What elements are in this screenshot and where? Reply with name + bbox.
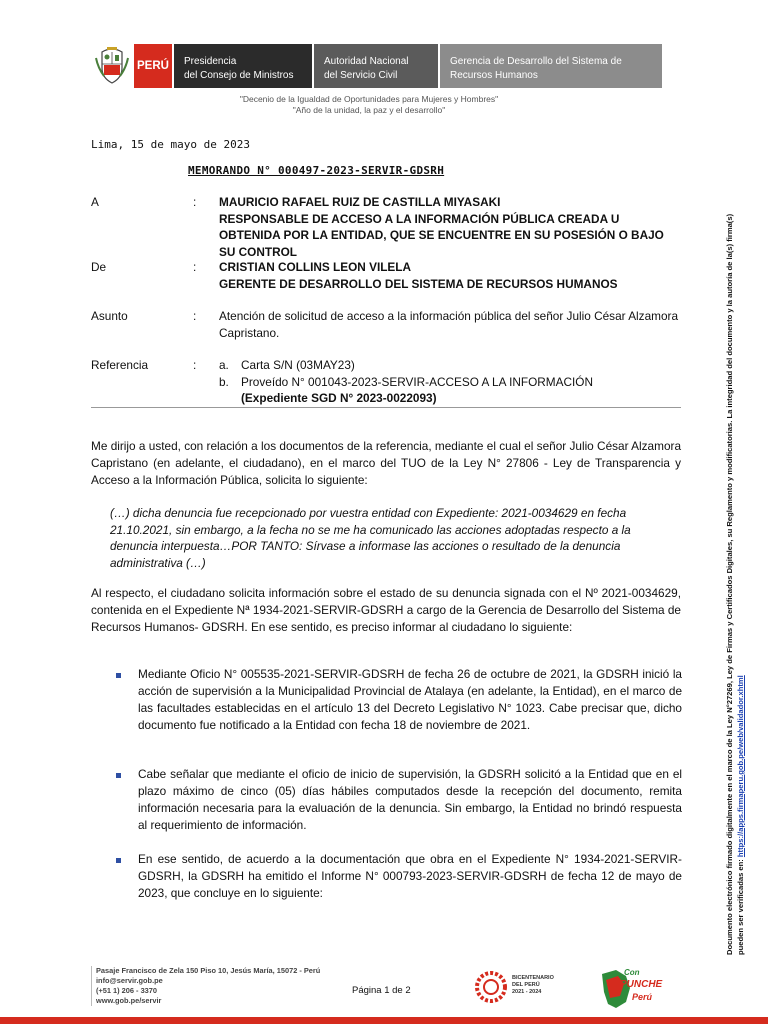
sender-value — [219, 259, 679, 292]
footer-contact — [91, 966, 320, 1006]
bicentenario-line3: 2021 - 2024 — [512, 989, 542, 995]
reference-row — [91, 357, 681, 407]
page-number: Página 1 de 2 — [352, 985, 411, 996]
footer-email[interactable]: info@servir.gob.pe — [96, 976, 163, 985]
reference-item — [219, 374, 679, 391]
year-slogan: "Año de la unidad, la paz y el desarrollo" — [292, 105, 446, 115]
servir-line2: del Servicio Civil — [324, 70, 398, 81]
footer-address: Pasaje Francisco de Zela 150 Piso 10, Jesús María, 15072 - Perú — [96, 966, 321, 975]
bullet-text: Cabe señalar que mediante el oficio de inicio de supervisión, la GDSRH solicitó a la Entidad que en el plazo máximo de cinco (05) días hábiles computados desde la recepción del documento, remita información necesaria para la evaluación de la denuncia. Sin embargo, la Entidad no brindó respuesta al requerimiento de información. — [138, 767, 682, 832]
bullet-square-icon — [116, 766, 121, 783]
recipient-label: A — [91, 195, 99, 209]
gdsrh-line2: Recursos Humanos — [450, 70, 538, 81]
peru-label: PERÚ — [134, 44, 172, 88]
bicentenario-line1: BICENTENARIO — [512, 975, 554, 981]
national-shield-icon — [92, 44, 132, 88]
reference-text: Proveído N° 001043-2023-SERVIR-ACCESO A LA INFORMACIÓN — [241, 374, 593, 389]
citizen-quote: (…) dicha denuncia fue recepcionado por vuestra entidad con Expediente: 2021-0034629 en fecha 21.10.2021, sin embargo, a la fecha no se me ha comunicado las acciones adoptadas respecto a la denuncia interpuesta…POR TANTO: Sírvase a informase las acciones o resultado de la denuncia administrativa (…) — [110, 506, 631, 570]
campaign-peru: Perú — [632, 992, 653, 1002]
sender-name: CRISTIAN COLLINS LEON VILELA — [219, 260, 412, 274]
decade-slogan: "Decenio de la Igualdad de Oportunidades para Mujeres y Hombres" — [239, 94, 499, 104]
recipient-role: RESPONSABLE DE ACCESO A LA INFORMACIÓN PÚBLICA CREADA U OBTENIDA POR LA ENTIDAD, QUE SE ENCUENTRE EN SU POSESIÓN O BAJO SU CONTROL — [219, 211, 664, 259]
pcm-line2: del Consejo de Ministros — [184, 70, 294, 81]
servir-block — [314, 44, 438, 88]
campaign-con: Con — [624, 968, 640, 977]
pcm-line1: Presidencia — [184, 56, 237, 67]
official-slogans — [0, 94, 768, 116]
recipient-row — [91, 194, 681, 259]
bicentenario-icon — [474, 970, 508, 1004]
footer-red-bar — [0, 1017, 768, 1024]
bicentenario-logo — [474, 970, 574, 1006]
footer-phone: (+51 1) 206 - 3370 — [96, 986, 158, 995]
header-divider — [91, 407, 681, 408]
bullet-text: En ese sentido, de acuerdo a la documentación que obra en el Expediente N° 1934-2021-SERVIR-GDSRH, la GDSRH ha emitido el Informe N° 000793-2023-SERVIR-GDSRH de fecha 12 de mayo de 2023, que concluye en lo siguiente: — [138, 852, 682, 900]
sender-label: De — [91, 260, 107, 274]
reference-expediente-text: (Expediente SGD N° 2023-0022093) — [241, 391, 437, 405]
subject-colon: : — [193, 309, 197, 323]
recipient-name: MAURICIO RAFAEL RUIZ DE CASTILLA MIYASAKI — [219, 195, 501, 209]
reference-letter: a. — [219, 358, 229, 372]
sender-row — [91, 259, 681, 293]
reference-letter: b. — [219, 374, 229, 389]
intro-paragraph: Me dirijo a usted, con relación a los documentos de la referencia, mediante el cual el señor Julio César Alzamora Capristano (en adelante, el ciudadano), en el marco del TUO de la Ley N° 27806 - Ley de Transparencia y Acceso a la Información Pública, solicita lo siguiente: — [91, 439, 681, 487]
reference-text: Carta S/N (03MAY23) — [241, 358, 355, 372]
digital-signature-note — [724, 135, 746, 955]
validator-link[interactable]: https://apps.firmaperu.gob.pe/web/validador.xhtml — [736, 675, 745, 858]
bullet-text: Mediante Oficio N° 005535-2021-SERVIR-GDSRH de fecha 26 de octubre de 2021, la GDSRH inició la acción de supervisión a la Municipalidad Provincial de Atalaya (en adelante, la Entidad), en el marco de las facultades establecidas en el artículo 13 del Decreto Legislativo N° 1023. Cabe precisar que, dicho documento fue notificado a la Entidad con fecha 18 de noviembre de 2021. — [138, 667, 682, 732]
subject-text: Atención de solicitud de acceso a la información pública del señor Julio César Alzamora Capristano. — [219, 309, 679, 340]
reference-label: Referencia — [91, 358, 149, 372]
subject-row — [91, 308, 681, 342]
pcm-block — [174, 44, 312, 88]
reference-expediente — [219, 390, 679, 407]
reference-colon: : — [193, 358, 197, 372]
bullet-square-icon — [116, 666, 121, 683]
recipient-value — [219, 194, 679, 260]
signature-note-line2 — [735, 135, 746, 955]
sender-colon: : — [193, 260, 197, 274]
bicentenario-text — [512, 975, 554, 996]
bullet-square-icon — [116, 851, 121, 868]
memo-title: MEMORANDO N° 000497-2023-SERVIR-GDSRH — [188, 164, 445, 177]
gdsrh-block — [440, 44, 662, 88]
subject-label: Asunto — [91, 309, 128, 323]
campaign-punche: PUNCHE — [620, 979, 663, 990]
servir-line1: Autoridad Nacional — [324, 56, 409, 67]
bicentenario-line2: DEL PERÚ — [512, 982, 540, 988]
con-punche-peru-logo — [596, 966, 666, 1010]
signature-note-line1: Documento electrónico firmado digitalmente en el marco de la Ley N°27269, Ley de Firmas y Certificados Digitales, su Reglamento y modificatorias. La integridad del documento y la autoría de la(s) firma(s) — [725, 213, 734, 955]
response-paragraph: Al respecto, el ciudadano solicita información sobre el estado de su denuncia signada con el Nº 2021-0034629, contenida en el Expediente Nª 1934-2021-SERVIR-GDSRH a cargo de la Gerencia de Desarrollo del Sistema de Recursos Humanos- GDSRH. En ese sentido, es preciso informar al ciudadano lo siguiente: — [91, 586, 681, 634]
footer-web[interactable]: www.gob.pe/servir — [96, 996, 162, 1005]
signature-note-prefix: pueden ser verificadas en: — [736, 857, 745, 955]
gdsrh-line1: Gerencia de Desarrollo del Sistema de — [450, 56, 622, 67]
sender-role: GERENTE DE DESARROLLO DEL SISTEMA DE RECURSOS HUMANOS — [219, 276, 618, 291]
reference-list — [219, 357, 679, 407]
reference-item — [219, 357, 679, 374]
recipient-colon: : — [193, 195, 197, 209]
memo-date: Lima, 15 de mayo de 2023 — [91, 138, 250, 151]
institutional-header — [92, 44, 662, 88]
